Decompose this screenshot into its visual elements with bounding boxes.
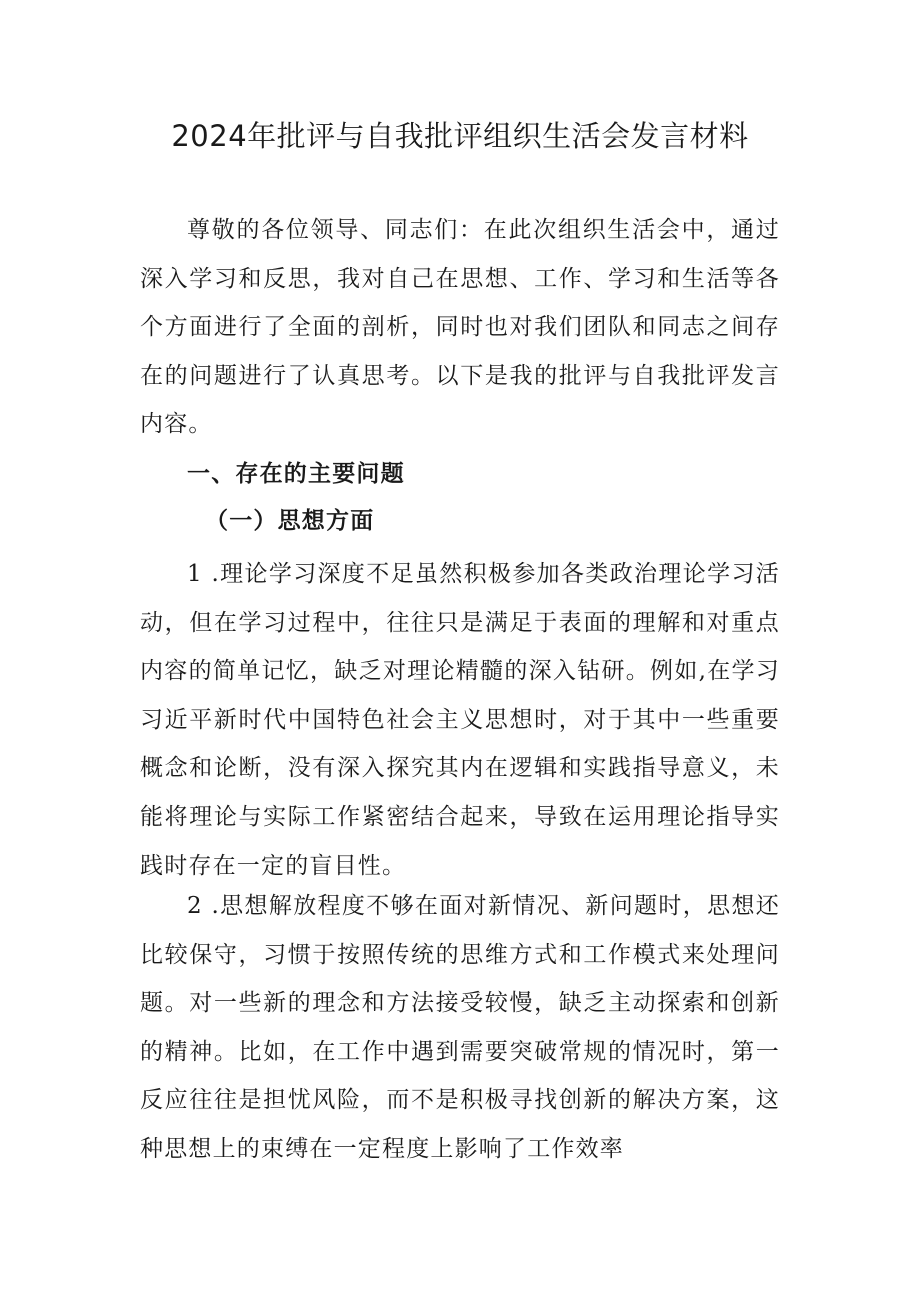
intro-paragraph: 尊敬的各位领导、同志们：在此次组织生活会中，通过深入学习和反思，我对自己在思想、工作、学习和生活等各个方面进行了全面的剖析，同时也对我们团队和同志之间存在的问题进行了认真思考。以下是我的批评与自我批评发言内容。 [140,217,780,438]
item-paragraph-2: 2 .思想解放程度不够在面对新情况、新问题时，思想还比较保守，习惯于按照传统的思维方式和工作模式来处理问题。对一些新的理念和方法接受较慢，缺乏主动探索和创新的精神。比如，在工作中遇到需要突破常规的情况时，第一反应往往是担忧风险，而不是积极寻找创新的解决方案，这种思想上的束缚在一定程度上影响了工作效率 [140,893,780,1162]
section-heading: 一、存在的主要问题 [187,461,405,487]
subsection-heading: （一）思想方面 [205,508,375,534]
document-title: 2024年批评与自我批评组织生活会发言材料 [171,119,749,153]
item-paragraph-1: 1 .理论学习深度不足虽然积极参加各类政治理论学习活动，但在学习过程中，往往只是满足于表面的理解和对重点内容的简单记忆，缺乏对理论精髓的深入钻研。例如,在学习习近平新时代中国特色社会主义思想时，对于其中一些重要概念和论断，没有深入探究其内在逻辑和实践指导意义，未能将理论与实际工作紧密结合起来，导致在运用理论指导实践时存在一定的盲目性。 [140,561,780,879]
